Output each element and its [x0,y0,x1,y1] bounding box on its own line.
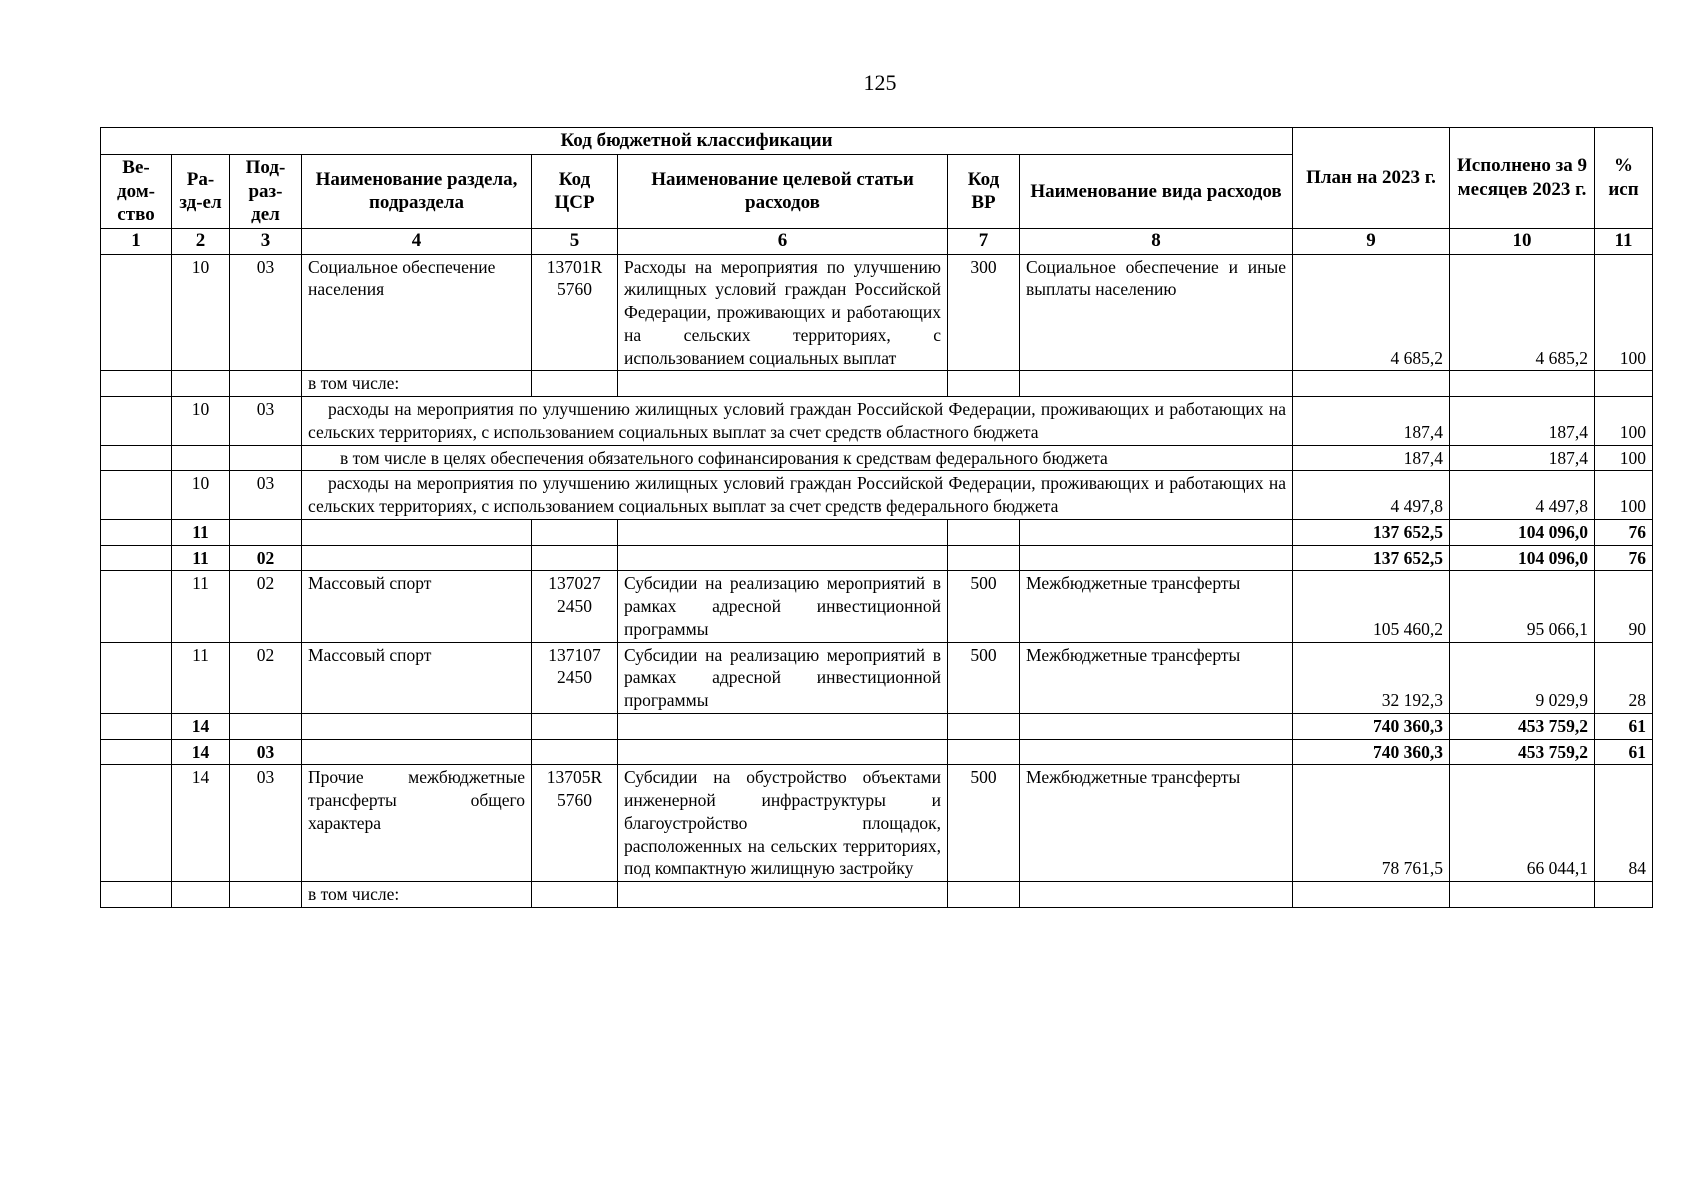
header-section-name: Наименование раздела, подраздела [302,154,532,228]
cell-done: 95 066,1 [1450,571,1595,642]
cell-razdel [172,882,230,908]
col-number: 8 [1020,229,1293,255]
cell-plan [1293,882,1450,908]
cell-pct: 76 [1595,519,1653,545]
cell-vedomstvo [101,471,172,520]
cell-pct: 90 [1595,571,1653,642]
col-number: 10 [1450,229,1595,255]
col-number: 6 [618,229,948,255]
cell-csr: 137107 2450 [532,642,618,713]
budget-table [100,127,1653,908]
table-row [101,765,1653,882]
cell-razdel: 11 [172,571,230,642]
cell-vr-name: Межбюджетные трансферты [1020,571,1293,642]
cell-merged-description: расходы на мероприятия по улучшению жилищных условий граждан Российской Федерации, проживающих и работающих на сельских территориях, с использованием социальных выплат за счет средств федерального бюджета [302,471,1293,520]
col-number: 1 [101,229,172,255]
cell-vr: 500 [948,765,1020,882]
cell-vedomstvo [101,519,172,545]
table-row [101,445,1653,471]
cell-done: 453 759,2 [1450,739,1595,765]
cell-pct [1595,882,1653,908]
cell-csr-name: Расходы на мероприятия по улучшению жилищных условий граждан Российской Федерации, проживающих и работающих на сельских территориях, с использованием социальных выплат [618,254,948,371]
cell-plan: 740 360,3 [1293,713,1450,739]
cell-vedomstvo [101,713,172,739]
cell-pct [1595,371,1653,397]
cell-vr [948,882,1020,908]
table-row-total [101,739,1653,765]
table-row [101,642,1653,713]
cell-done: 66 044,1 [1450,765,1595,882]
cell-podrazdel [230,371,302,397]
cell-done: 9 029,9 [1450,642,1595,713]
cell-vedomstvo [101,545,172,571]
cell-razdel: 10 [172,397,230,446]
cell-razdel: 11 [172,519,230,545]
cell-done: 4 685,2 [1450,254,1595,371]
header-podrazdel: Под-раз-дел [230,154,302,228]
cell-csr: 13705R 5760 [532,765,618,882]
cell-plan: 187,4 [1293,445,1450,471]
cell-pct: 84 [1595,765,1653,882]
table-row [101,397,1653,446]
cell-section-name [302,713,532,739]
cell-vedomstvo [101,642,172,713]
cell-podrazdel: 03 [230,739,302,765]
cell-csr [532,371,618,397]
cell-razdel [172,371,230,397]
cell-razdel: 10 [172,471,230,520]
cell-csr-name: Субсидии на реализацию мероприятий в рамках адресной инвестиционной программы [618,571,948,642]
header-vr-name: Наименование вида расходов [1020,154,1293,228]
cell-section-name: Прочие межбюджетные трансферты общего характера [302,765,532,882]
cell-merged-description: в том числе в целях обеспечения обязательного софинансирования к средствам федерального бюджета [302,445,1293,471]
cell-pct: 28 [1595,642,1653,713]
cell-section-name [302,545,532,571]
cell-vr [948,545,1020,571]
col-number: 2 [172,229,230,255]
cell-pct: 76 [1595,545,1653,571]
cell-section-name [302,739,532,765]
cell-plan: 4 685,2 [1293,254,1450,371]
cell-vr-name: Межбюджетные трансферты [1020,642,1293,713]
cell-vedomstvo [101,739,172,765]
cell-csr: 137027 2450 [532,571,618,642]
cell-plan: 4 497,8 [1293,471,1450,520]
cell-csr: 13701R 5760 [532,254,618,371]
cell-vr-name [1020,713,1293,739]
header-vr: Код ВР [948,154,1020,228]
cell-vr [948,519,1020,545]
cell-podrazdel [230,713,302,739]
cell-csr-name [618,371,948,397]
cell-razdel: 14 [172,713,230,739]
cell-vr: 500 [948,642,1020,713]
table-row [101,254,1653,371]
cell-vedomstvo [101,882,172,908]
cell-vr [948,713,1020,739]
cell-vr-name [1020,519,1293,545]
cell-vr [948,739,1020,765]
cell-razdel: 11 [172,545,230,571]
cell-done: 104 096,0 [1450,545,1595,571]
cell-podrazdel: 02 [230,545,302,571]
table-row-total [101,545,1653,571]
cell-plan [1293,371,1450,397]
cell-section-name: Массовый спорт [302,571,532,642]
header-razdel: Ра-зд-ел [172,154,230,228]
cell-vedomstvo [101,371,172,397]
cell-vr-name: Межбюджетные трансферты [1020,765,1293,882]
table-row [101,571,1653,642]
cell-csr-name [618,713,948,739]
header-csr: Код ЦСР [532,154,618,228]
header-pct: % исп [1595,128,1653,229]
cell-plan: 78 761,5 [1293,765,1450,882]
cell-vr-name: Социальное обеспечение и иные выплаты населению [1020,254,1293,371]
cell-vr: 500 [948,571,1020,642]
cell-razdel: 14 [172,765,230,882]
cell-csr-name [618,519,948,545]
cell-podrazdel [230,445,302,471]
cell-section-name: в том числе: [302,371,532,397]
col-number: 11 [1595,229,1653,255]
cell-pct: 100 [1595,397,1653,446]
cell-podrazdel [230,882,302,908]
cell-section-name: Массовый спорт [302,642,532,713]
cell-vr-name [1020,882,1293,908]
cell-csr-name [618,882,948,908]
cell-csr [532,882,618,908]
cell-podrazdel: 03 [230,471,302,520]
cell-vedomstvo [101,445,172,471]
col-number: 7 [948,229,1020,255]
col-number: 9 [1293,229,1450,255]
cell-plan: 137 652,5 [1293,519,1450,545]
cell-podrazdel: 03 [230,254,302,371]
cell-csr [532,519,618,545]
header-group-title: Код бюджетной классификации [101,128,1293,155]
header-done: Исполнено за 9 месяцев 2023 г. [1450,128,1595,229]
header-plan: План на 2023 г. [1293,128,1450,229]
cell-podrazdel: 03 [230,397,302,446]
cell-vr [948,371,1020,397]
cell-csr-name [618,739,948,765]
table-row-total [101,713,1653,739]
cell-vedomstvo [101,765,172,882]
cell-csr [532,545,618,571]
header-vedomstvo: Ве-дом-ство [101,154,172,228]
table-row [101,471,1653,520]
cell-csr-name [618,545,948,571]
cell-pct: 61 [1595,739,1653,765]
cell-section-name: в том числе: [302,882,532,908]
col-number: 5 [532,229,618,255]
header-row-group [101,128,1653,155]
cell-plan: 137 652,5 [1293,545,1450,571]
cell-pct: 100 [1595,254,1653,371]
cell-done [1450,371,1595,397]
table-row [101,882,1653,908]
cell-razdel: 10 [172,254,230,371]
cell-razdel: 14 [172,739,230,765]
cell-plan: 740 360,3 [1293,739,1450,765]
cell-vr-name [1020,371,1293,397]
cell-csr-name: Субсидии на реализацию мероприятий в рамках адресной инвестиционной программы [618,642,948,713]
column-numbers-row [101,229,1653,255]
cell-pct: 61 [1595,713,1653,739]
cell-podrazdel: 02 [230,571,302,642]
cell-done: 4 497,8 [1450,471,1595,520]
cell-section-name [302,519,532,545]
cell-done: 187,4 [1450,445,1595,471]
col-number: 3 [230,229,302,255]
cell-csr [532,739,618,765]
cell-done [1450,882,1595,908]
cell-plan: 105 460,2 [1293,571,1450,642]
cell-plan: 187,4 [1293,397,1450,446]
header-csr-name: Наименование целевой статьи расходов [618,154,948,228]
col-number: 4 [302,229,532,255]
page-number: 125 [863,70,897,95]
cell-vedomstvo [101,571,172,642]
cell-done: 104 096,0 [1450,519,1595,545]
cell-pct: 100 [1595,445,1653,471]
cell-done: 187,4 [1450,397,1595,446]
cell-razdel: 11 [172,642,230,713]
cell-csr [532,713,618,739]
cell-vr-name [1020,739,1293,765]
table-row [101,371,1653,397]
cell-podrazdel: 03 [230,765,302,882]
cell-done: 453 759,2 [1450,713,1595,739]
cell-vedomstvo [101,397,172,446]
cell-merged-description: расходы на мероприятия по улучшению жилищных условий граждан Российской Федерации, проживающих и работающих на сельских территориях, с использованием социальных выплат за счет средств областного бюджета [302,397,1293,446]
cell-podrazdel: 02 [230,642,302,713]
cell-csr-name: Субсидии на обустройство объектами инженерной инфраструктуры и благоустройство площадок, расположенных на сельских территориях, под компактную жилищную застройку [618,765,948,882]
cell-section-name: Социальное обеспечение населения [302,254,532,371]
cell-plan: 32 192,3 [1293,642,1450,713]
cell-pct: 100 [1595,471,1653,520]
cell-razdel [172,445,230,471]
table-row-total [101,519,1653,545]
cell-vedomstvo [101,254,172,371]
cell-podrazdel [230,519,302,545]
cell-vr-name [1020,545,1293,571]
cell-vr: 300 [948,254,1020,371]
